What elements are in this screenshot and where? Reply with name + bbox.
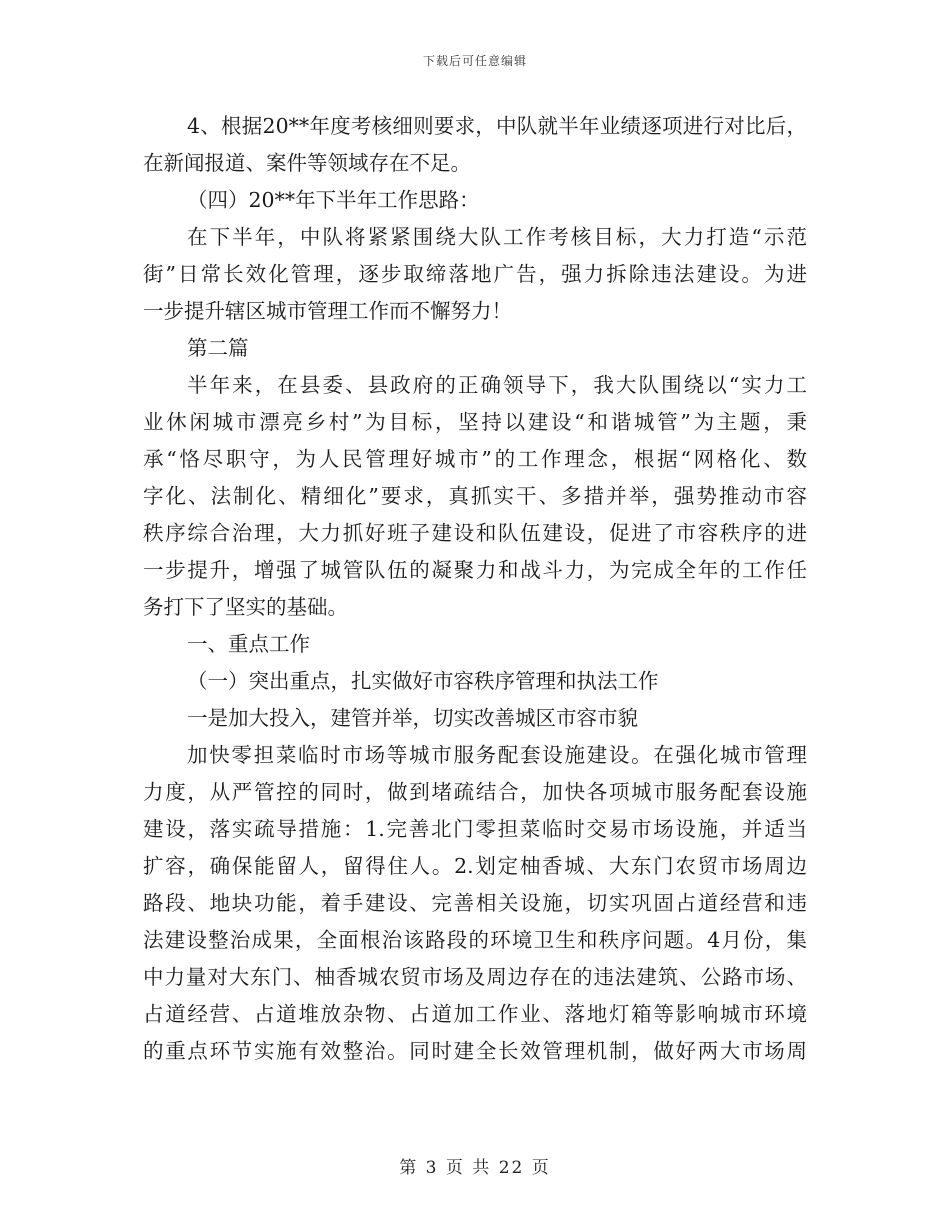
- paragraph-line: 力度，从严管控的同时，做到堵疏结合，加快各项城市服务配套设施: [143, 780, 807, 804]
- paragraph-line: 承“恪尽职守，为人民管理好城市”的工作理念，根据“网格化、数: [143, 447, 807, 471]
- document-body: [143, 108, 807, 1070]
- section-heading: 第二篇: [187, 336, 249, 360]
- section-heading: 一是加大投入，建管并举，切实改善城区市容市貌: [187, 706, 638, 730]
- paragraph-line: 半年来，在县委、县政府的正确领导下，我大队围绕以“实力工: [187, 373, 807, 397]
- paragraph-line: 秩序综合治理，大力抓好班子建设和队伍建设，促进了市容秩序的进: [143, 521, 807, 545]
- paragraph-line: 4、根据20**年度考核细则要求，中队就半年业绩逐项进行对比后，: [187, 114, 807, 138]
- section-heading: （四）20**年下半年工作思路：: [187, 188, 480, 212]
- page-footer: 第 3 页 共 22 页: [399, 1158, 551, 1178]
- page-header: 下载后可任意编辑: [422, 54, 527, 68]
- paragraph-line: 一步提升，增强了城管队伍的凝聚力和战斗力，为完成全年的工作任: [143, 558, 807, 582]
- paragraph-line: 业休闲城市漂亮乡村”为目标，坚持以建设“和谐城管”为主题，秉: [143, 410, 807, 434]
- paragraph-line: 扩容，确保能留人，留得住人。2.划定柚香城、大东门农贸市场周边: [143, 854, 807, 878]
- paragraph-line: 在下半年，中队将紧紧围绕大队工作考核目标，大力打造“示范: [187, 225, 807, 249]
- paragraph-line: 路段、地块功能，着手建设、完善相关设施，切实巩固占道经营和违: [143, 891, 807, 915]
- paragraph-line: 务打下了坚实的基础。: [143, 595, 348, 619]
- section-heading: 一、重点工作: [187, 632, 310, 656]
- paragraph-line: 中力量对大东门、柚香城农贸市场及周边存在的违法建筑、公路市场、: [143, 965, 807, 989]
- paragraph-line: 占道经营、占道堆放杂物、占道加工作业、落地灯箱等影响城市环境: [143, 1002, 807, 1026]
- paragraph-line: 加快零担菜临时市场等城市服务配套设施建设。在强化城市管理: [187, 743, 807, 767]
- paragraph-line: 一步提升辖区城市管理工作而不懈努力！: [143, 299, 512, 323]
- section-heading: （一）突出重点，扎实做好市容秩序管理和执法工作: [187, 669, 659, 693]
- paragraph-line: 建设，落实疏导措施：1.完善北门零担菜临时交易市场设施，并适当: [143, 817, 807, 841]
- paragraph-line: 字化、法制化、精细化”要求，真抓实干、多措并举，强势推动市容: [143, 484, 807, 508]
- paragraph-line: 街”日常长效化管理，逐步取缔落地广告，强力拆除违法建设。为进: [143, 262, 807, 286]
- paragraph-line: 的重点环节实施有效整治。同时建全长效管理机制，做好两大市场周: [143, 1039, 807, 1063]
- paragraph-line: 法建设整治成果，全面根治该路段的环境卫生和秩序问题。4月份，集: [143, 928, 807, 952]
- paragraph-line: 在新闻报道、案件等领域存在不足。: [143, 151, 471, 175]
